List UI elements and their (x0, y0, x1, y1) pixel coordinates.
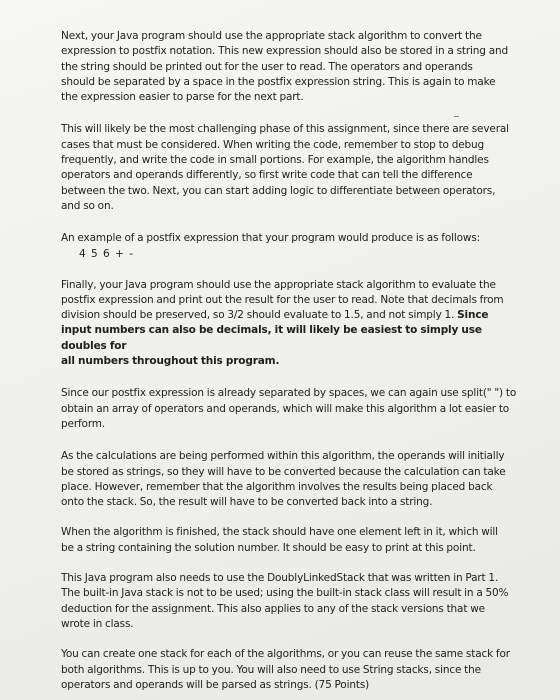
paragraph-algorithm-finished: When the algorithm is finished, the stack should have one element left in it, which will be a string containing the solution number. It should be easy to print at this point. (61, 526, 498, 554)
postfix-example-expression: 4 5 6 + - (79, 247, 134, 260)
paragraph-doubly-linked-stack: This Java program also needs to use the DoublyLinkedStack that was written in Part 1. The built-in Java stack is not to be used; using the built-in stack class will result in a 50% deduction for the assignment. This also applies to any of the stack versions that we wrote in class. (61, 572, 509, 630)
stray-mark (454, 116, 459, 117)
evaluate-postfix-bold-note: Since input numbers can also be decimals, it will likely be easiest to simply use doubles for all numbers throughout this program. (61, 309, 489, 368)
paragraph-postfix-conversion: Next, your Java program should use the appropriate stack algorithm to convert the expression to postfix notation. This new expression should also be stored in a string and the string should be printed out for the user to read. The operators and operands should be separated by a space in the postfix expression string. This is again to make the expression easier to parse for the next part. (61, 30, 509, 104)
paragraph-challenging-phase: This will likely be the most challenging phase of this assignment, since there are several cases that must be considered. When writing the code, remember to stop to debug frequently, and write the code in small portions. For example, the algorithm handles operators and operands differently, so first write code that can tell the difference between the two. Next, you can start adding logic to differentiate between operators, and so on. (61, 123, 509, 212)
paragraph-evaluate-postfix (61, 278, 524, 370)
paragraph-postfix-example-intro: An example of a postfix expression that your program would produce is as follows: (61, 232, 481, 245)
paragraph-stack-choice: You can create one stack for each of the algorithms, or you can reuse the same stack for both algorithms. This is up to you. You will also need to use String stacks, since the operators and operands will be parsed as strings. (75 Points) (61, 648, 510, 691)
paragraph-calculations: As the calculations are being performed within this algorithm, the operands will initially be stored as strings, so they will have to be converted because the calculation can take place. However, remember that the algorithm involves the results being placed back onto the stack. So, the result will have to be converted back into a string. (61, 450, 506, 509)
evaluate-postfix-text: Finally, your Java program should use the appropriate stack algorithm to evaluate the postfix expression and print out the result for the user to read. Note that decimals from division should be preserved, so 3/2 should evaluate to 1.5, and not simply 1. (61, 278, 504, 322)
paragraph-split-spaces: Since our postfix expression is already separated by spaces, we can again use split(" ") to obtain an array of operators and operands, which will make this algorithm a lot easier to perform. (61, 387, 517, 430)
